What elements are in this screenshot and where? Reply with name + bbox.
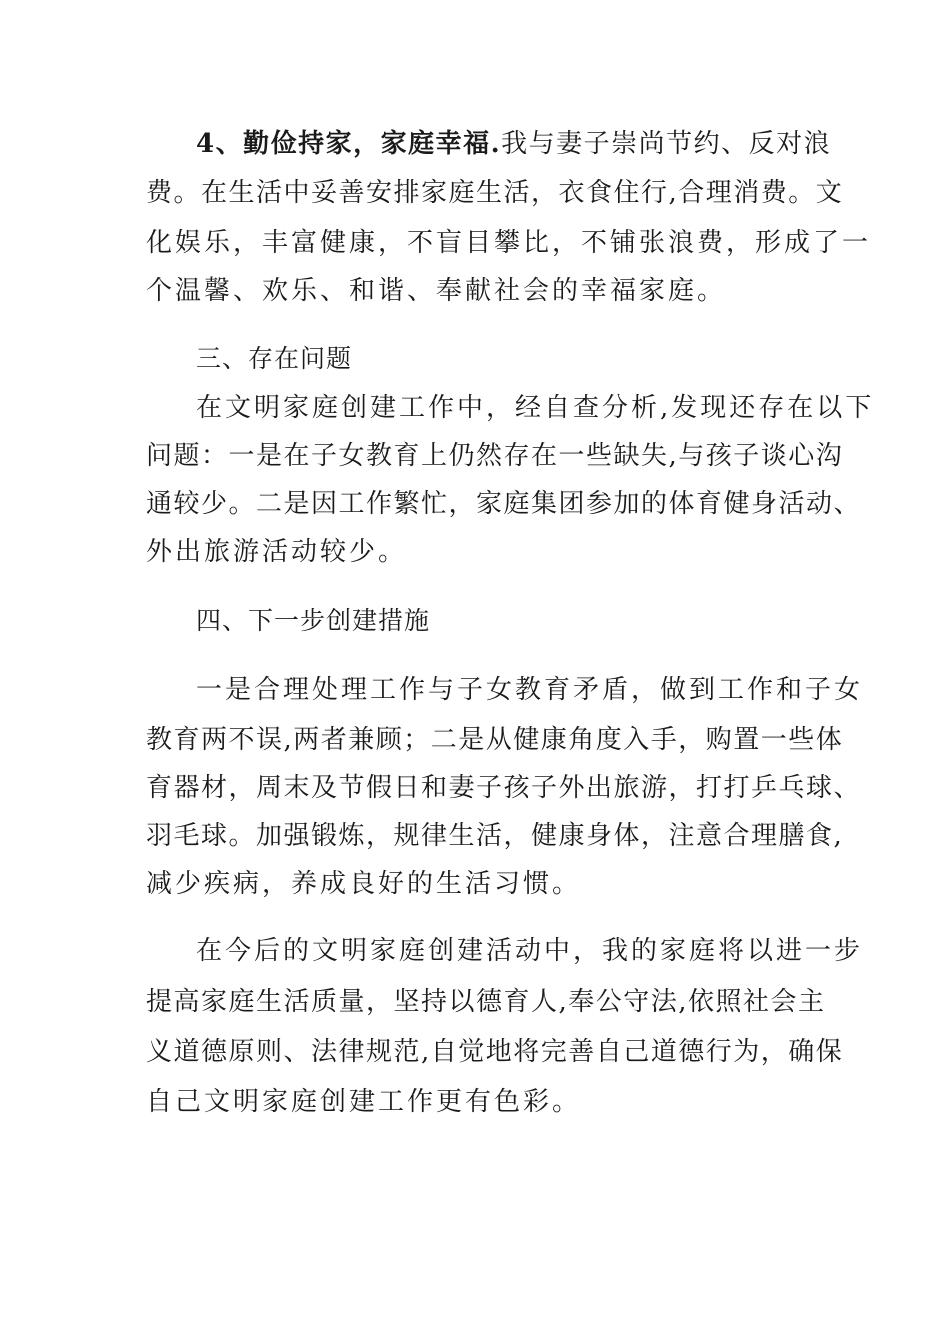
section-3-line-4: 外出旅游活动较少。 [146, 537, 408, 567]
section-3-heading: 三、存在问题 [196, 344, 353, 373]
next-steps-para-2-line-4: 自己文明家庭创建工作更有色彩。 [146, 1087, 582, 1117]
section-4-line-1-rest: 我与妻子崇尚节约、反对浪 [501, 129, 832, 159]
next-steps-para-2-line-1: 在今后的文明家庭创建活动中，我的家庭将以进一步 [196, 936, 864, 966]
next-steps-para-1-line-2: 教育两不误,两者兼顾；二是从健康角度入手，购置一些体 [146, 725, 844, 755]
next-steps-para-2-line-3: 义道德原则、法律规范,自觉地将完善自己道德行为，确保 [146, 1037, 844, 1067]
section-4-lead-bold: 4、勤俭持家，家庭幸福. [196, 129, 502, 159]
next-steps-heading: 四、下一步创建措施 [196, 606, 431, 635]
section-3-line-2: 问题：一是在子女教育上仍然存在一些缺失,与孩子谈心沟 [146, 441, 844, 471]
section-4-line-1 [196, 128, 831, 160]
section-4-line-3: 化娱乐，丰富健康，不盲目攀比，不铺张浪费，形成了一 [146, 228, 872, 258]
next-steps-para-1-line-4: 羽毛球。加强锻炼，规律生活，健康身体，注意合理膳食, [146, 821, 844, 851]
section-4-line-4: 个温馨、欢乐、和谐、奉献社会的幸福家庭。 [146, 276, 727, 306]
section-4-line-2: 费。在生活中妥善安排家庭生活，衣食住行,合理消费。文 [146, 178, 844, 208]
next-steps-para-1-line-1: 一是合理处理工作与子女教育矛盾，做到工作和子女 [196, 675, 864, 705]
next-steps-para-1-line-3: 育器材，周末及节假日和妻子孩子外出旅游，打打乒乓球、 [146, 773, 862, 803]
next-steps-para-1-line-5: 减少疾病，养成良好的生活习惯。 [146, 869, 582, 899]
section-3-line-1: 在文明家庭创建工作中，经自查分析,发现还存在以下 [196, 393, 875, 423]
next-steps-para-2-line-2: 提高家庭生活质量，坚持以德育人,奉公守法,依照社会主 [146, 987, 826, 1017]
section-3-line-3: 通较少。二是因工作繁忙，家庭集团参加的体育健身活动、 [146, 489, 862, 519]
